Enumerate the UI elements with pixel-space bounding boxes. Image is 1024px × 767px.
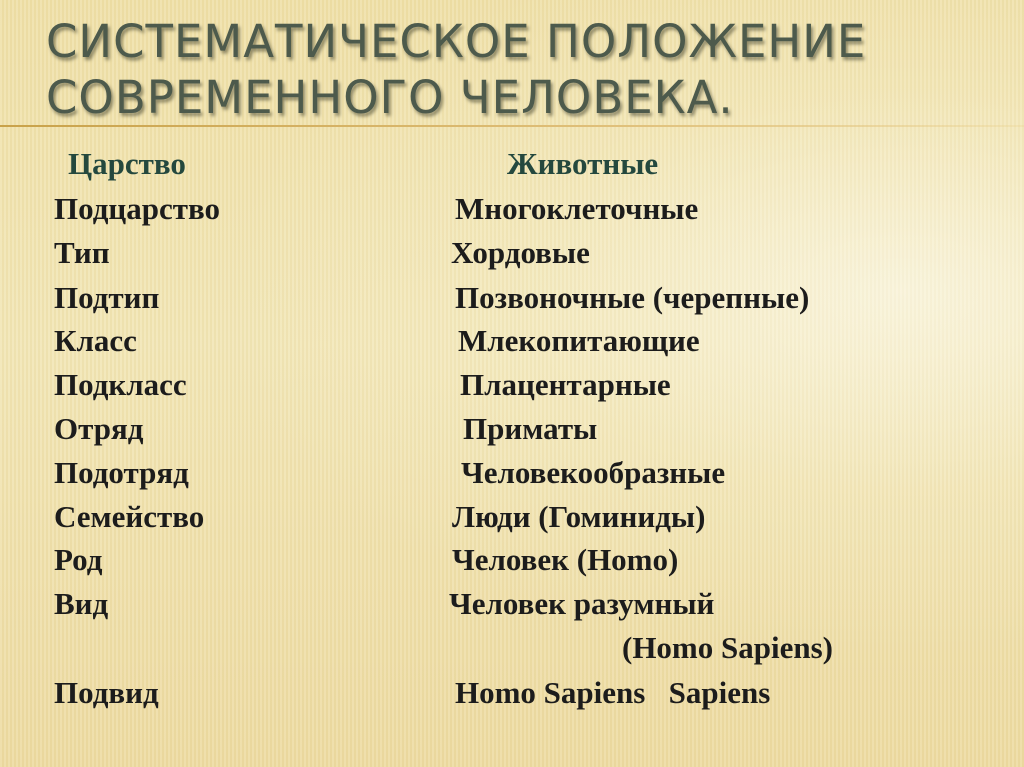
title-underline (0, 125, 1024, 127)
rank-label: Подотряд (54, 455, 189, 490)
taxon-value: Хордовые (451, 235, 590, 270)
rank-label: Вид (54, 586, 109, 621)
rank-label: Царство (68, 146, 186, 181)
taxon-value: Позвоночные (черепные) (455, 280, 810, 315)
rank-label: Отряд (54, 411, 144, 446)
rank-label: Семейство (54, 499, 205, 534)
taxon-value: Многоклеточные (455, 191, 699, 226)
rank-label: Тип (54, 235, 110, 270)
taxon-value: Плацентарные (460, 367, 671, 402)
taxon-value: Приматы (463, 411, 598, 446)
rank-label: Подцарство (54, 191, 221, 226)
taxon-value: Человек (Homo) (452, 542, 679, 577)
taxon-value-latin: (Homo Sapiens) (622, 630, 833, 665)
rank-label: Подкласс (54, 367, 187, 402)
taxon-value: Животные (507, 146, 659, 181)
slide-title-line2: СОВРЕМЕННОГО ЧЕЛОВЕКА. (46, 71, 734, 124)
rank-label: Подвид (54, 675, 159, 710)
taxon-value: Homo Sapiens Sapiens (455, 675, 771, 710)
taxon-value: Люди (Гоминиды) (452, 499, 706, 534)
taxon-value: Млекопитающие (458, 323, 700, 358)
rank-label: Класс (54, 323, 137, 358)
slide-title (46, 14, 986, 126)
taxon-value: Человек разумный (449, 586, 715, 621)
taxon-value: Человекообразные (461, 455, 726, 490)
rank-label: Род (54, 542, 103, 577)
slide-title-line1: СИСТЕМАТИЧЕСКОЕ ПОЛОЖЕНИЕ (46, 15, 867, 68)
rank-label: Подтип (54, 280, 160, 315)
